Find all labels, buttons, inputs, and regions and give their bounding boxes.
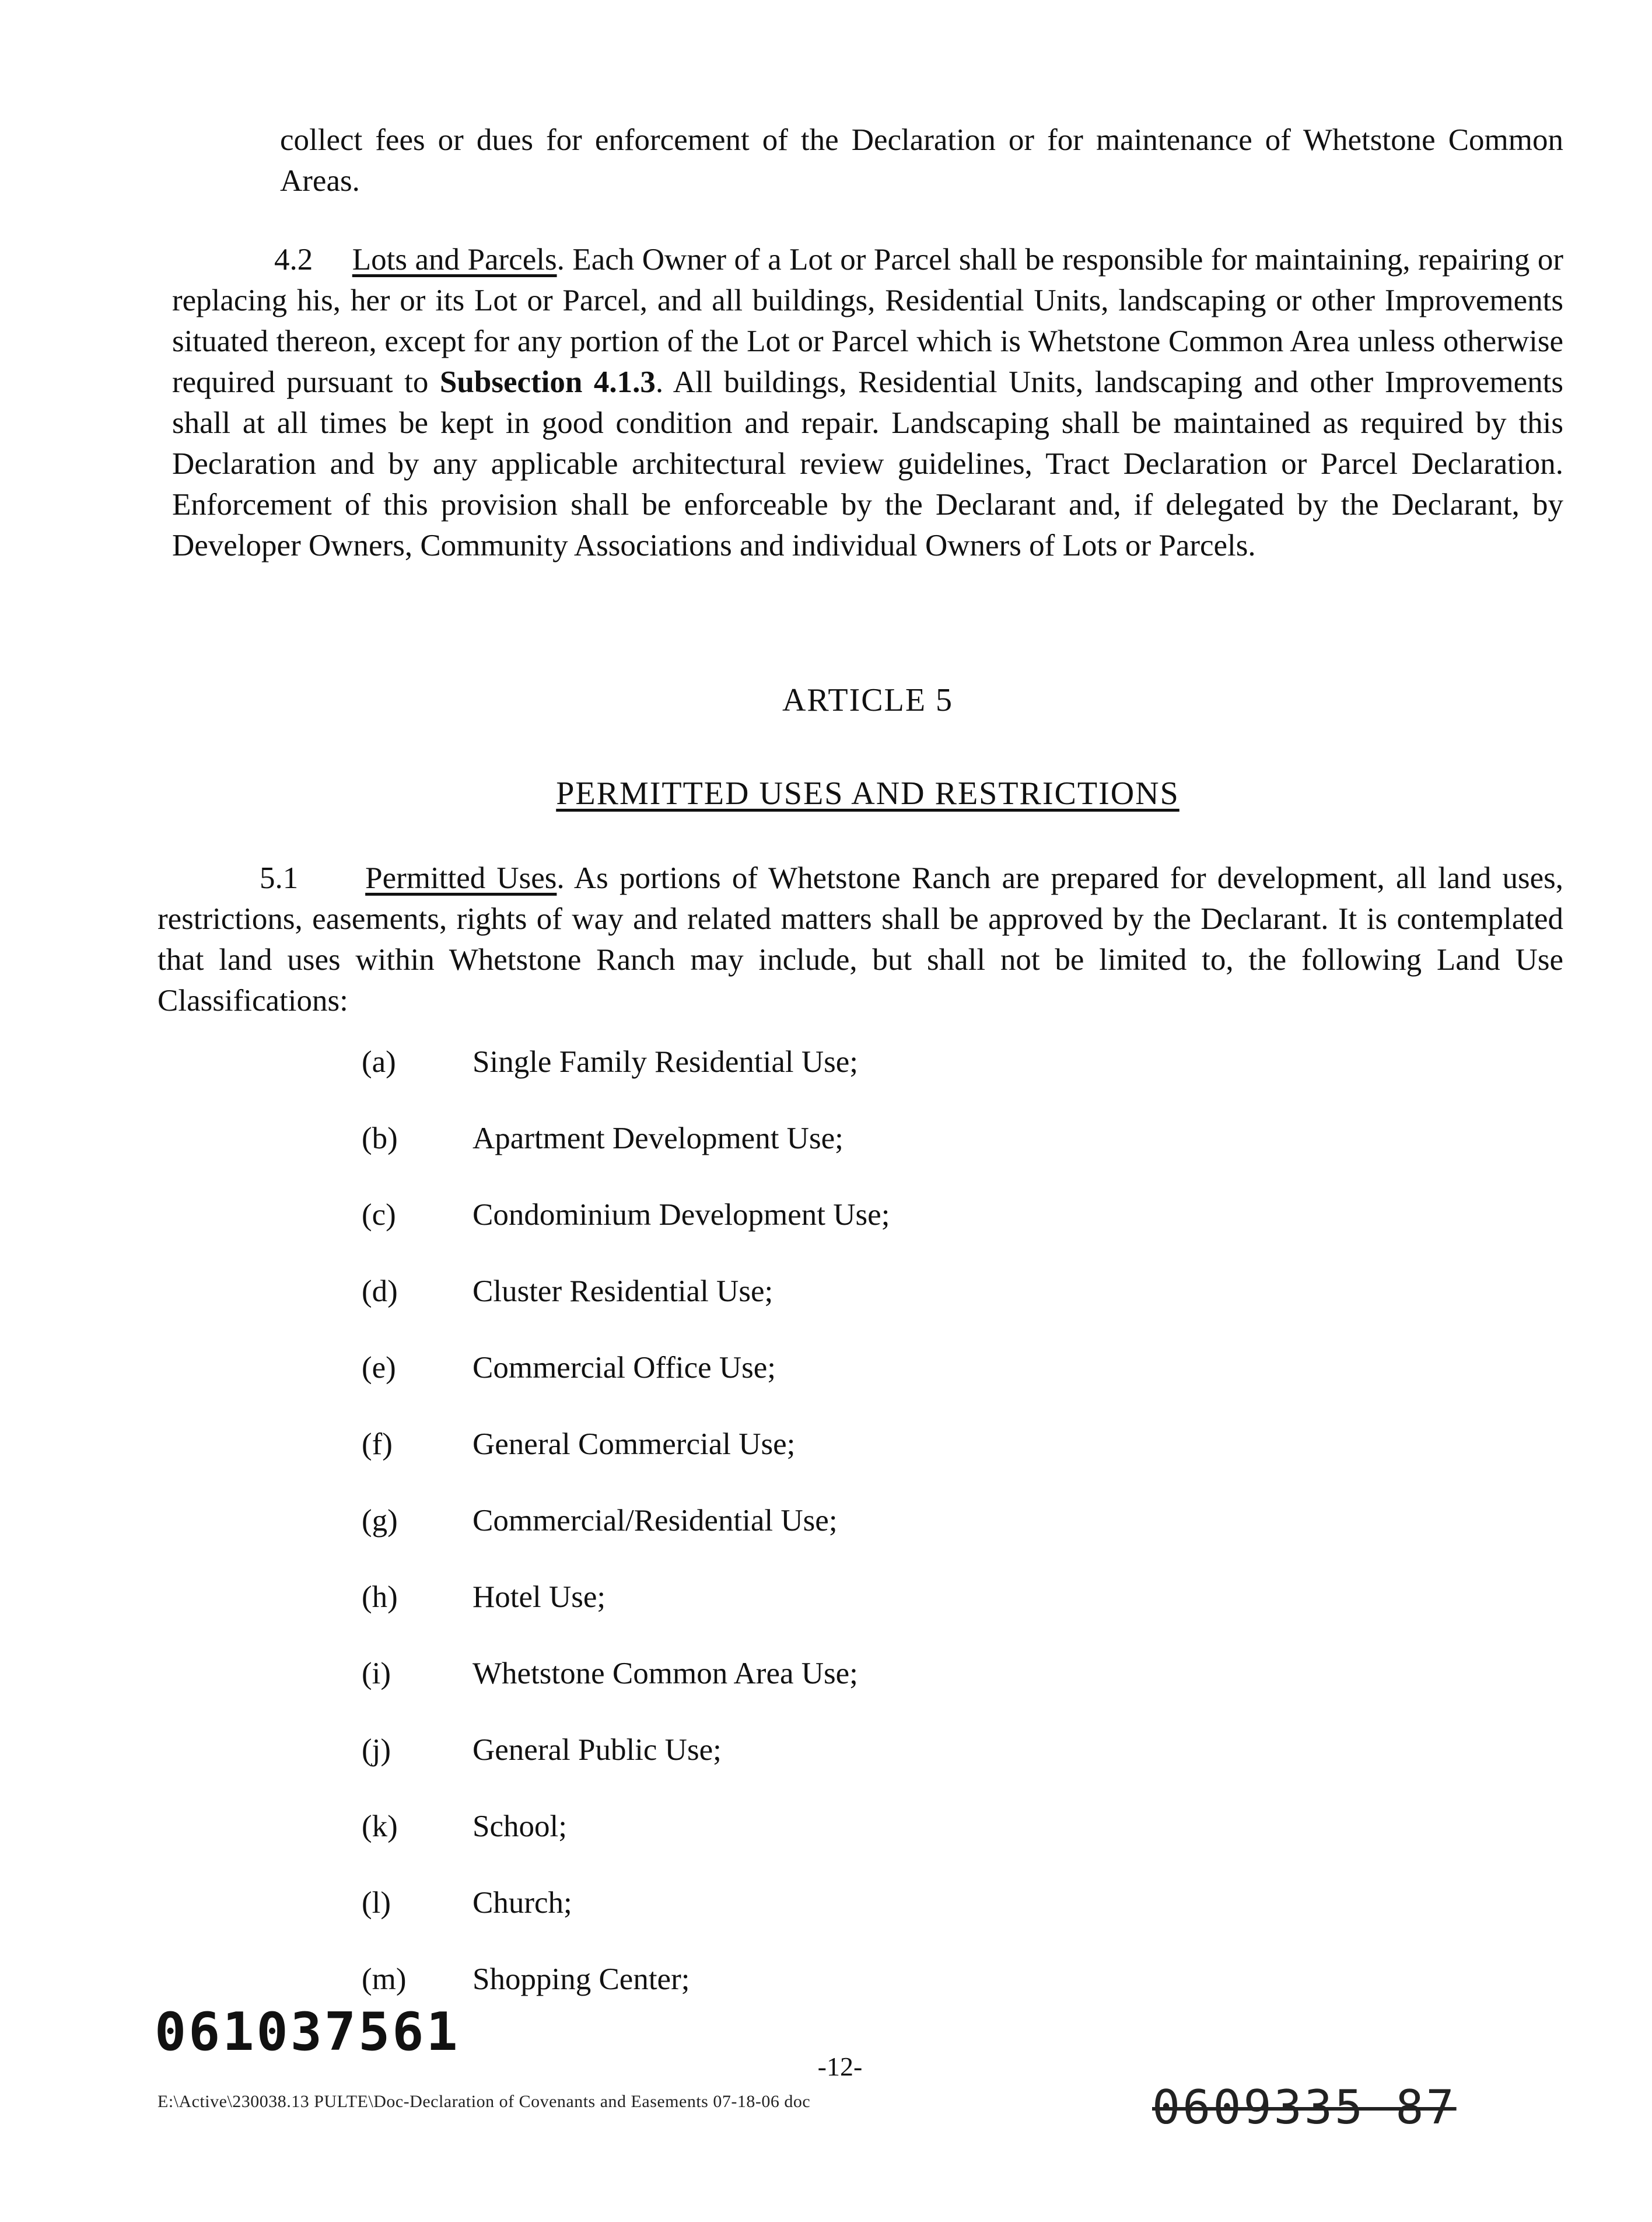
section-5-1-paragraph — [158, 858, 1563, 1021]
list-item-text: Commercial/Residential Use; — [473, 1504, 838, 1538]
page-number: -12- — [817, 2052, 863, 2081]
list-item-text: Commercial Office Use; — [473, 1351, 776, 1385]
list-item-text: Cluster Residential Use; — [473, 1274, 774, 1308]
intro-paragraph: collect fees or dues for enforcement of the Declaration or for maintenance of Whetstone Common Areas. — [280, 123, 1563, 198]
list-item — [362, 1424, 890, 1500]
list-item-text: Hotel Use; — [473, 1580, 606, 1614]
section-5-1-body: . As portions of Whetstone Ranch are prepared for development, all land uses, restrictions, easements, rights of way and related matters shall be approved by the Declarant. It is contemplated that land uses within Whetstone Ranch may include, but shall not be limited to, the following Land Use Classifications: — [158, 861, 1563, 1018]
list-item-text: General Public Use; — [473, 1733, 722, 1767]
subsection-reference: Subsection 4.1.3 — [439, 365, 656, 399]
list-item-label: (a) — [362, 1045, 396, 1079]
list-item-text: Church; — [473, 1886, 572, 1920]
list-item — [362, 1806, 890, 1882]
list-item-label: (i) — [362, 1657, 391, 1690]
list-item-label: (h) — [362, 1580, 398, 1614]
list-item — [362, 1882, 890, 1959]
footer-file-path: E:\Active\230038.13 PULTE\Doc-Declaration of Covenants and Easements 07-18-06 doc — [158, 2092, 811, 2111]
list-item-label: (e) — [362, 1351, 396, 1385]
struck-document-number-stamp: 0609335 87 — [1152, 2080, 1457, 2134]
list-item — [362, 1194, 890, 1271]
document-number-stamp: 061037561 — [155, 2001, 460, 2063]
list-item — [362, 1118, 890, 1194]
list-item-text: Shopping Center; — [473, 1962, 690, 1996]
list-item — [362, 1347, 890, 1424]
list-item-text: School; — [473, 1809, 567, 1843]
list-item — [362, 1577, 890, 1653]
list-item — [362, 1500, 890, 1577]
list-item-label: (j) — [362, 1733, 391, 1767]
article-title: ARTICLE 5 — [782, 682, 954, 718]
section-5-1-heading: Permitted Uses — [365, 861, 557, 895]
list-item-label: (c) — [362, 1198, 396, 1232]
section-4-2-paragraph — [172, 239, 1563, 566]
list-item-label: (b) — [362, 1122, 398, 1155]
list-item-label: (f) — [362, 1427, 393, 1461]
list-item-label: (g) — [362, 1504, 398, 1538]
list-item-label: (k) — [362, 1809, 398, 1843]
list-item-label: (d) — [362, 1274, 398, 1308]
list-item-text: General Commercial Use; — [473, 1427, 796, 1461]
list-item — [362, 1271, 890, 1347]
list-item-text: Single Family Residential Use; — [473, 1045, 858, 1079]
article-subtitle: PERMITTED USES AND RESTRICTIONS — [556, 775, 1180, 812]
section-5-1-number: 5.1 — [260, 861, 299, 895]
section-4-2-number: 4.2 — [274, 243, 313, 277]
list-item-text: Whetstone Common Area Use; — [473, 1657, 858, 1690]
list-item — [362, 1653, 890, 1730]
section-4-2-body-2: . All buildings, Residential Units, landscaping and other Improvements shall at all times be kept in good condition and repair. Landscaping shall be maintained as required by this Declaration and by any applicable architectural review guidelines, Tract Declaration or Parcel Declaration. Enforcement of this provision shall be enforceable by the Declarant and, if delegated by the Declarant, by Developer Owners, Community Associations and individual Owners of Lots or Parcels. — [172, 365, 1564, 563]
list-item — [362, 1730, 890, 1806]
list-item — [362, 1042, 890, 1118]
list-item-text: Condominium Development Use; — [473, 1198, 890, 1232]
list-item-text: Apartment Development Use; — [473, 1122, 844, 1155]
section-4-2-heading: Lots and Parcels — [352, 243, 557, 277]
list-item-label: (m) — [362, 1962, 407, 1996]
land-use-list — [362, 1042, 890, 2035]
section-4-2-body-1: . Each Owner of a Lot or Parcel shall be responsible for maintaining, repairing or replacing his, her or its Lot or Parcel, and all buildings, Residential Units, landscaping or other Improvements situated thereon, except for any portion of the Lot or Parcel which is Whetstone Common Area unless otherwise required pursuant to — [172, 243, 1564, 399]
list-item-label: (l) — [362, 1886, 391, 1920]
